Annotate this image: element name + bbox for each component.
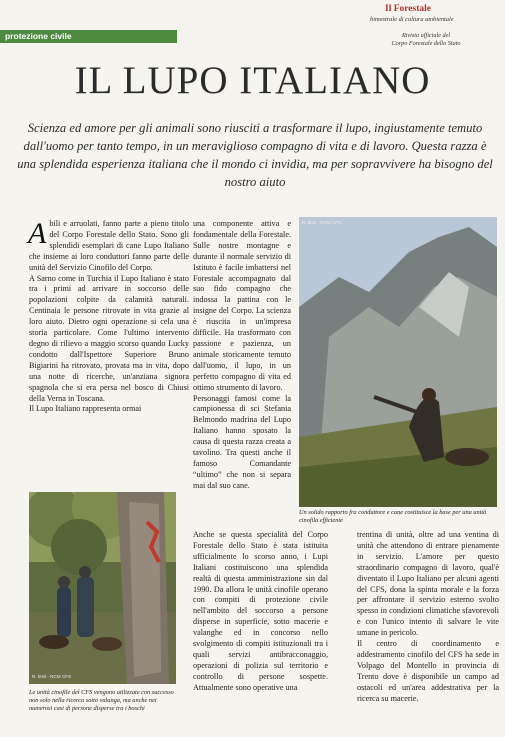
mountain-photo-art	[299, 217, 497, 507]
forest-photo-credit: R. lesti - NCM CFS	[32, 674, 72, 679]
paragraph-sarno: A Sarno come in Turchia il Lupo Italiano è stato tra i primi ad arrivare in soccorso delle popolazioni colpite da calamità naturali. Centinaia le persone ritrovate in vita grazie al loro aiuto. Dietro ogni operazione si cela una storia particolare. Come l'ultimo intervento degno di rilievo a maggio scorso quando Lucky condotto dall'Ispettore Superiore Bruno Bigiarini ha ritrovato, provata ma in vita, dopo una notte di ricerche, un'anziana signora spagnola che si era persa nel bosco di Chiusi della Verna in Toscana.	[29, 273, 189, 403]
paragraph-specialita: Anche se questa specialità del Corpo Forestale dello Stato è stata istituita ufficialmente lo scorso anno, i Lupi Italiani costituiscono una splendida realtà di questa amministrazione sin dal 1990. Da allora le unità cinofile operano con compiti di protezione civile nell'ambito del soccorso a persone disperse in superficie, sotto macerie e valanghe ed in concorso nello svolgimento di compiti istituzionali tra i quali servizi antibracconaggio, operazioni di polizia sul territorio e controllo di persone sospette. Attualmente sono operative una	[193, 530, 328, 692]
forest-photo-caption: Le unità cinofile del CFS vengono utilizzate con successo non solo nella ricerca sotto valanga, ma anche nei numerosi casi di persone disperse tra i boschi	[29, 689, 174, 713]
mountain-photo-credit: R. lesti - NCM CFS	[302, 220, 342, 225]
body-column-3	[193, 530, 328, 694]
paragraph-forestale: una componente attiva e fondamentale della Forestale. Sulle nostre montagne e durante il normale servizio di Istituto è facile imbattersi nel Forestale accompagnato dal suo fido compagno che indossa la pattina con le insigne del Corpo. La scienza è riuscita in un'impresa difficile. Ha trasformato con passione e pazienza, un animale storicamente temuto dall'uomo, il lupo, in un perfetto compagno di vita ed ottimo strumento di lavoro.	[193, 219, 291, 392]
mountain-photo-caption: Un solido rapporto fra conduttore e cane costituisce la base per una unità cinofila efficiente	[299, 509, 487, 525]
journal-line-1: Rivista ufficiale del	[401, 32, 451, 39]
paragraph-centro: Il centro di coordinamento e addestramento cinofilo del CFS ha sede in Volpago del Montello in provincia di Trento dove è disponibile un campo ad ostacoli ed un'area addestrativa per la ricerca su macerie.	[357, 639, 499, 703]
paragraph-intro: bili e arruolati, fanno parte a pieno titolo del Corpo Forestale dello Stato. Sono gli splendidi esemplari di cane Lupo Italiano che insieme ai loro conduttori fanno parte delle unità del Servizio Cinofilo del Corpo.	[29, 219, 189, 272]
drop-cap: A	[28, 217, 47, 250]
journal-line-2: Corpo Forestale dello Stato	[391, 39, 461, 47]
paragraph-trentina: trentina di unità, oltre ad una ventina di unità che attendono di entrare pienamente in servizio. L'amore per questo straordinario compagno di lavoro, qual'è diventato il Lupo Italiano per alcuni agenti del CFS, dona la spinta morale e la forza per affrontare il servizio esterno svolto spesso in condizioni climatiche sfavorevoli e con l'unico intento di salvare le vite umane in pericolo.	[357, 530, 499, 638]
body-column-1	[29, 219, 189, 415]
masthead-journal	[366, 32, 486, 48]
forest-photo	[29, 492, 176, 684]
body-column-2	[193, 219, 291, 492]
masthead-title: Il Forestale	[385, 4, 431, 14]
forest-photo-art	[29, 492, 176, 684]
paragraph-famosi: Personaggi famosi come la campionessa di sci Stefania Belmondo madrina del Lupo Italiano hanno sposato la causa di questa razza creata a tavolino. Tra questi anche il famoso Comandante “ultimo” che non si separa mai dal suo cane.	[193, 393, 291, 490]
body-column-4	[357, 530, 499, 705]
paragraph-lupo: Il Lupo Italiano rappresenta ormai	[29, 404, 142, 414]
section-label: protezione civile	[5, 31, 72, 41]
article-lead: Scienza ed amore per gli animali sono riusciti a trasformare il lupo, ingiustamente temuto dall'uomo per tanto tempo, in un meraviglioso compagno di vita e di lavoro. Questa razza è una splendida esperienza italiana che il mondo ci invidia, ma per sopravvivere ha bisogno del nostro aiuto	[17, 121, 493, 189]
masthead-subtitle: bimestrale di cultura ambientale	[370, 16, 454, 23]
article-title: IL LUPO ITALIANO	[74, 59, 431, 102]
mountain-photo	[299, 217, 497, 507]
